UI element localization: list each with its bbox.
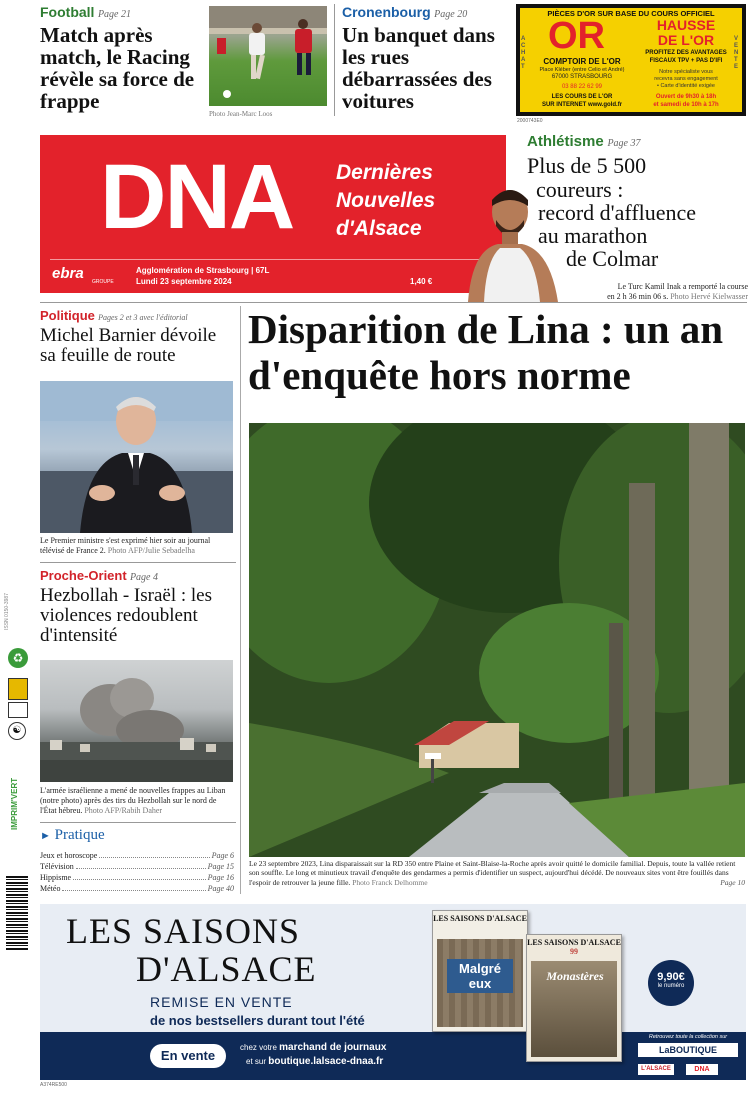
promo-where2: et sur [246, 1057, 267, 1066]
middle-east-teaser[interactable] [40, 568, 236, 646]
pratique-arrow-icon: ► [40, 830, 51, 842]
promo-where-bold: marchand de journaux [279, 1042, 387, 1053]
politics-headline[interactable]: Michel Barnier dévoile sa feuille de route [40, 325, 217, 366]
athletics-teaser[interactable] [527, 133, 747, 151]
football-photo[interactable] [209, 6, 327, 106]
middle-east-kicker: Proche-Orient [40, 568, 127, 583]
gold-ad-phone: 03 88 22 62 99 [561, 84, 603, 90]
gold-ad-or: OR [548, 15, 605, 57]
middle-east-photo[interactable] [40, 660, 233, 782]
lead-photo[interactable] [249, 423, 745, 857]
promo-title-l1: LES SAISONS [66, 911, 301, 951]
gold-ad-hausse1: HAUSSE [656, 17, 716, 33]
info-icon: ☯ [8, 722, 26, 740]
pratique-item[interactable]: Télévision Page 15 [40, 862, 234, 871]
politics-caption [40, 536, 234, 556]
football-kicker: Football [40, 4, 95, 20]
masthead[interactable] [40, 135, 506, 293]
masthead-price: 1,40 € [410, 277, 433, 286]
promo-magazine-2[interactable] [526, 934, 622, 1062]
ebra-logo [52, 265, 114, 285]
middle-east-caption-text: L'armée israélienne a mené de nouvelles frappes au Liban (notre photo) après des tirs du Hezbollah sur le nord de l'État hébreu. [40, 786, 226, 815]
gold-ad-side-right: VENTE [734, 36, 739, 70]
gold-ad-profit1: PROFITEZ DES AVANTAGES [645, 50, 727, 56]
promo-title-l2: D'ALSACE [136, 949, 317, 989]
recycle-icon: ♻ [8, 648, 28, 668]
lead-headline-l2[interactable]: d'enquête hors norme [248, 352, 631, 398]
promo-code: A374RE500 [40, 1082, 67, 1088]
lead-headline-l1[interactable]: Disparition de Lina : un an [248, 306, 724, 352]
promo-banner[interactable] [40, 904, 746, 1080]
football-players-illustration [209, 6, 327, 106]
masthead-name-line3: d'Alsace [336, 217, 422, 240]
pratique-title: Pratique [54, 827, 105, 843]
promo-buy-button[interactable]: En vente [150, 1044, 226, 1068]
lead-credit: Photo Franck Delhomme [352, 877, 428, 887]
mag2-title: LES SAISONS D'ALSACE [527, 938, 621, 947]
promo-where1: chez votre [240, 1043, 277, 1052]
football-photo-credit: Photo Jean-Marc Loos [209, 110, 273, 118]
gold-ad-profit2: FISCAUX TPV + PAS D'IFI [649, 58, 723, 64]
lead-caption-text: Le 23 septembre 2023, Lina disparaissait sur la RD 350 entre Plaine et Saint-Blaise-la-Roche après avoir quitté le domicile familial. Depuis, toute la vallée retient son souffle. Le long et minutieux travail d'enquête des gendarmes a permis d'identifier un suspect, aujourd'hui décédé. De nouveaux sites vont être fouillés dans l'espoir de retrouver la jeune fille. [249, 859, 736, 887]
politics-credit: Photo AFP/Julie Sebadelha [107, 546, 195, 555]
gold-ad-topline: PIÈCES D'OR SUR BASE DU COURS OFFICIEL [547, 9, 715, 18]
athletics-caption-l1: Le Turc Kamil Inak a remporté la course [617, 282, 748, 291]
lead-page: Page 10 [720, 877, 745, 887]
gold-ad-address1: Place Kléber (entre Celio et André) [539, 67, 625, 73]
gold-ad-side-left: ACHAT [521, 36, 526, 70]
football-headline[interactable]: Match après match, le Racing révèle sa force de frappe [40, 23, 195, 114]
middle-east-illustration [40, 660, 233, 782]
athletics-caption-l2: en 2 h 36 min 06 s. [607, 292, 669, 301]
pratique-item[interactable]: Jeux et horoscope Page 6 [40, 851, 234, 860]
pratique-item[interactable]: Hippisme Page 16 [40, 873, 234, 882]
paper-icon [8, 702, 28, 718]
boutique-button[interactable]: LaBOUTIQUE [638, 1043, 738, 1057]
cronenbourg-headline[interactable]: Un banquet dans les rues débarrassées des voitures [342, 23, 495, 114]
mag2-cover: Monastères [546, 969, 604, 983]
athletics-headline-l4[interactable]: au marathon [538, 223, 648, 248]
politics-photo[interactable] [40, 381, 233, 533]
athletics-headline-l1[interactable]: Plus de 5 500 [527, 153, 647, 178]
cronenbourg-page: Page 20 [434, 9, 468, 20]
gold-ad-spec2: recevra sans engagement [654, 76, 718, 82]
athletics-headline-l3[interactable]: record d'affluence [538, 200, 697, 225]
gold-ad-hours1: Ouvert de 9h30 à 18h [655, 94, 717, 100]
middle-east-credit: Photo AFP/Rabih Daher [84, 806, 163, 815]
gold-ad-address2: 67000 STRASBOURG [551, 74, 613, 80]
boutique-note: Retrouvez toute la collection sur [648, 1034, 728, 1040]
mag1-cover: Malgré eux [447, 959, 513, 993]
politics-kicker: Politique [40, 308, 95, 323]
promo-link[interactable]: boutique.lalsace-dnaa.fr [268, 1056, 384, 1067]
gold-ad[interactable] [516, 4, 746, 116]
promo-sub2: de nos bestsellers durant tout l'été [150, 1013, 365, 1028]
ebra-wordmark: ebra [52, 265, 84, 282]
barcode [6, 876, 28, 950]
masthead-divider [50, 259, 494, 260]
middle-east-page: Page 4 [129, 572, 158, 583]
promo-sub1: REMISE EN VENTE [150, 994, 293, 1010]
pratique-item[interactable]: Météo Page 40 [40, 884, 234, 893]
athletics-headline-l2[interactable]: coureurs : [536, 177, 624, 202]
ebra-sub: GROUPE [92, 279, 114, 285]
gold-ad-spec3: • Carte d'identité exigée [656, 83, 715, 89]
issn-code: ISSN 0150-3987 [4, 593, 10, 630]
athletics-page: Page 37 [607, 138, 641, 149]
pratique-list [40, 850, 234, 894]
politics-caption-text: Le Premier ministre s'est exprimé hier soir au journal télévisé de France 2. [40, 536, 211, 555]
promo-magazine-1[interactable] [432, 910, 528, 1032]
mag2-num: 99 [570, 947, 578, 956]
imprimvert-label: IMPRIM'VERT [10, 777, 19, 830]
politics-teaser[interactable] [40, 308, 236, 366]
cronenbourg-teaser[interactable] [342, 4, 507, 112]
athletics-caption [578, 282, 748, 302]
athletics-kicker: Athlétisme [527, 133, 604, 150]
football-teaser[interactable] [40, 4, 205, 112]
cronenbourg-kicker: Cronenbourg [342, 4, 431, 20]
politics-illustration [40, 381, 233, 533]
gold-ad-code: 2000743E0 [517, 118, 543, 124]
football-page: Page 21 [97, 9, 131, 20]
gold-ad-internet[interactable]: SUR INTERNET www.gold.fr [541, 102, 623, 108]
gold-ad-hours2: et samedi de 10h à 17h [653, 102, 719, 108]
pratique-box [40, 827, 234, 894]
label-icon [8, 678, 28, 700]
lead-road-illustration [249, 423, 745, 857]
middle-east-caption [40, 786, 234, 816]
mag2-header [527, 935, 621, 956]
masthead-logo: DNA [100, 146, 294, 248]
promo-price-sub: le numéro [657, 983, 685, 989]
logo-lalsace: L'ALSACE [638, 1064, 674, 1075]
promo-price-badge [648, 960, 694, 1006]
masthead-edition: Agglomération de Strasbourg | 67L [136, 266, 270, 275]
gold-ad-spec1: Notre spécialiste vous [659, 69, 713, 75]
promo-price: 9,90€ [657, 971, 685, 983]
lead-caption [249, 859, 745, 887]
promo-where-line2 [246, 1056, 383, 1067]
mag1-title: LES SAISONS D'ALSACE [433, 914, 527, 923]
athletics-headline-l5[interactable]: de Colmar [566, 246, 659, 271]
masthead-name-line2: Nouvelles [336, 189, 436, 212]
athletics-credit: Photo Hervé Kielwasser [670, 292, 748, 301]
masthead-date: Lundi 23 septembre 2024 [136, 277, 232, 286]
gold-ad-hausse2: DE L'OR [657, 32, 715, 48]
masthead-name-line1: Dernières [336, 161, 433, 184]
middle-east-headline[interactable]: Hezbollah - Israël : les violences redoublent d'intensité [40, 585, 212, 646]
politics-page: Pages 2 et 3 avec l'éditorial [98, 313, 188, 322]
logo-dna: DNA [686, 1064, 718, 1075]
gold-ad-courses: LES COURS DE L'OR [551, 94, 613, 100]
promo-where [240, 1042, 386, 1053]
gold-ad-comptoir: COMPTOIR DE L'OR [543, 57, 621, 66]
